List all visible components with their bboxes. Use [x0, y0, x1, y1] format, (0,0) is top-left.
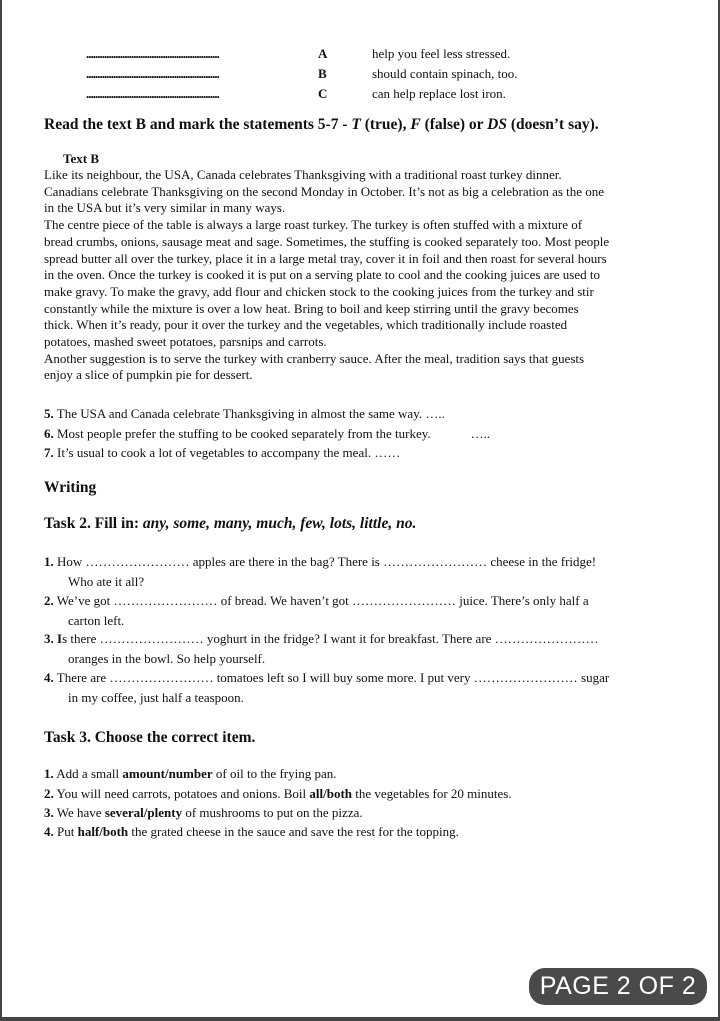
- task3-item-2: [44, 786, 512, 802]
- text-line: Canadians celebrate Thanksgiving on the second Monday in October. It’s not as big a celebration as the one: [44, 183, 605, 199]
- item-number: 3. I: [44, 631, 63, 646]
- item-number: 2.: [44, 786, 54, 801]
- statement-6: [44, 426, 490, 442]
- item-text: We have: [53, 805, 105, 820]
- item-number: 4.: [44, 670, 54, 685]
- statement-text: Most people prefer the stuffing to be cooked separately from the turkey.: [53, 426, 431, 441]
- writing-heading: Writing: [44, 479, 97, 496]
- match-letter: A: [318, 46, 328, 61]
- choice-options: all/both: [309, 786, 353, 801]
- item-text: of mushrooms to put on the pizza.: [182, 805, 363, 820]
- task3-heading: Task 3. Choose the correct item.: [44, 729, 256, 746]
- match-letter: B: [318, 66, 327, 81]
- text-b-title: Text B: [63, 151, 99, 166]
- doesnt-say-label: (doesn’t say).: [506, 116, 599, 133]
- match-text: can help replace lost iron.: [372, 86, 506, 101]
- choice-options: amount/number: [122, 766, 213, 781]
- false-mark: F: [410, 116, 421, 133]
- text-line: Another suggestion is to serve the turkey with cranberry sauce. After the meal, tradition says that guests: [44, 350, 585, 366]
- answer-dots: ...........................................................: [86, 66, 219, 81]
- task2-item-3: [44, 629, 684, 668]
- text-b-body: [44, 167, 684, 384]
- task2-item-2: [44, 591, 684, 630]
- match-letter: C: [318, 86, 328, 101]
- task3-item-4: [44, 824, 459, 840]
- item-number: 2.: [44, 593, 54, 608]
- item-number: 1.: [44, 554, 54, 569]
- item-text-cont: Who ate it all?: [68, 573, 145, 589]
- choice-options: half/both: [77, 824, 129, 839]
- statement-text: It’s usual to cook a lot of vegetables to accompany the meal. ……: [53, 445, 401, 460]
- text-line: spread butter all over the turkey, place it in a large metal tray, cover it in foil and then roast for several hours: [44, 250, 607, 266]
- text-line: thick. When it’s ready, pour it over the turkey and the vegetables, which traditionally include roasted: [44, 317, 568, 333]
- text-line: in the USA but it’s very similar in many ways.: [44, 200, 286, 216]
- item-number: 1.: [44, 766, 54, 781]
- task3-item-3: [44, 805, 363, 821]
- text-line: Like its neighbour, the USA, Canada celebrates Thanksgiving with a traditional roast turkey dinner.: [44, 167, 562, 182]
- true-mark: T: [351, 116, 361, 133]
- match-row: [86, 66, 518, 82]
- answer-dots: ...........................................................: [86, 86, 219, 101]
- item-text-cont: oranges in the bowl. So help yourself.: [68, 650, 266, 666]
- statement-number: 6.: [44, 426, 54, 441]
- item-text: the vegetables for 20 minutes.: [352, 786, 512, 801]
- item-number: 4.: [44, 824, 54, 839]
- doesnt-say-mark: DS: [487, 116, 507, 133]
- statement-number: 5.: [44, 406, 54, 421]
- statement-text: The USA and Canada celebrate Thanksgiving in almost the same way. …..: [53, 406, 445, 421]
- item-number: 3.: [44, 805, 54, 820]
- task3-item-1: [44, 766, 337, 782]
- item-text: You will need carrots, potatoes and onions. Boil: [53, 786, 310, 801]
- item-text: s there …………………… yoghurt in the fridge? I want it for breakfast. There are ……………………: [62, 631, 599, 646]
- item-text: Put: [53, 824, 78, 839]
- reading-heading: [44, 116, 599, 134]
- page-indicator-badge: PAGE 2 OF 2: [529, 968, 707, 1005]
- task2-item-1: [44, 552, 684, 591]
- text-line: constantly while the mixture is over a low heat. Bring to boil and keep stirring until the gravy becomes: [44, 300, 579, 316]
- match-text: help you feel less stressed.: [372, 46, 511, 61]
- text-line: The centre piece of the table is always a large roast turkey. The turkey is often stuffed with a mixture of: [44, 217, 583, 233]
- task2-item-4: [44, 668, 684, 707]
- item-text-cont: in my coffee, just half a teaspoon.: [68, 689, 244, 705]
- statement-7: [44, 445, 400, 461]
- answer-dots: …..: [470, 426, 491, 441]
- statement-5: [44, 406, 445, 422]
- statement-number: 7.: [44, 445, 54, 460]
- item-text: the grated cheese in the sauce and save the rest for the topping.: [128, 824, 459, 839]
- item-text: We’ve got …………………… of bread. We haven’t got …………………… juice. There’s only half a: [53, 593, 589, 608]
- text-line: in the oven. Once the turkey is cooked it is put on a serving plate to cool and the cooking juices are used to: [44, 267, 600, 283]
- true-label: (true),: [360, 116, 411, 133]
- task2-heading: [44, 515, 416, 533]
- match-text: should contain spinach, too.: [372, 66, 518, 81]
- choice-options: several/plenty: [104, 805, 183, 820]
- match-row: [86, 86, 506, 102]
- text-line: make gravy. To make the gravy, add flour and chicken stock to the cooking juices from the turkey and stir: [44, 283, 594, 299]
- answer-dots: ...........................................................: [86, 46, 219, 61]
- text-line: potatoes, mashed sweet potatoes, parsnips and carrots.: [44, 334, 327, 350]
- match-row: [86, 46, 510, 62]
- item-text-cont: carton left.: [68, 612, 125, 628]
- text-line: bread crumbs, onions, sausage meat and sage. Sometimes, the stuffing is cooked separately too. Most people: [44, 233, 610, 249]
- item-text: Add a small: [53, 766, 123, 781]
- item-text: of oil to the frying pan.: [212, 766, 337, 781]
- item-text: How …………………… apples are there in the bag? There is …………………… cheese in the fridge!: [53, 554, 597, 569]
- task2-words: any, some, many, much, few, lots, little, no.: [142, 515, 417, 532]
- text-line: enjoy a slice of pumpkin pie for dessert.: [44, 367, 253, 383]
- heading-text: Read the text B and mark the statements 5-7 -: [44, 116, 352, 133]
- false-label: (false) or: [420, 116, 488, 133]
- item-text: There are …………………… tomatoes left so I will buy some more. I put very …………………… sugar: [53, 670, 610, 685]
- task2-prefix: Task 2. Fill in:: [44, 515, 143, 532]
